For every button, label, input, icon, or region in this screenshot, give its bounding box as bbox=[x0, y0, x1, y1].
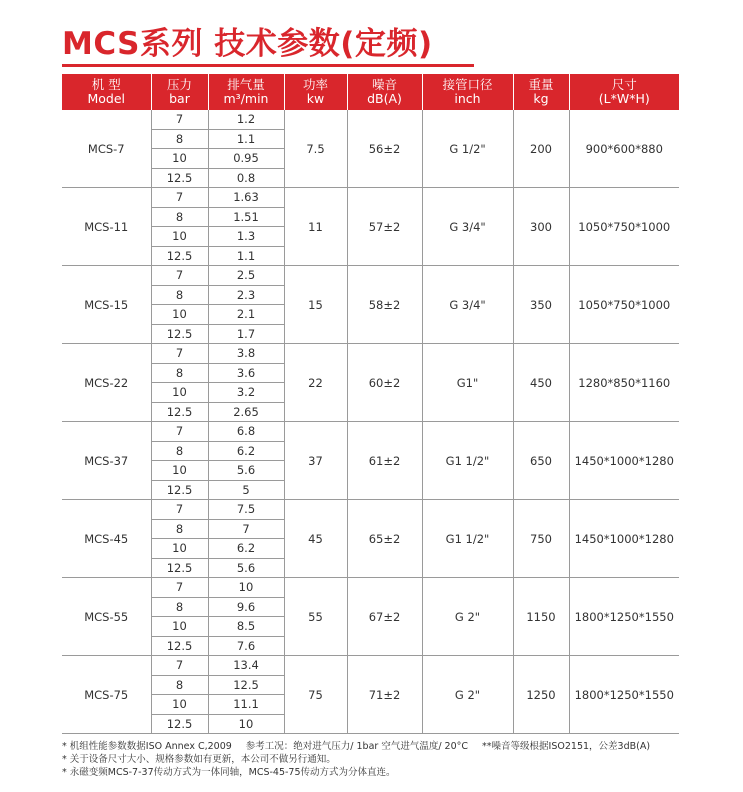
pressure-cell: 7 bbox=[151, 500, 208, 520]
flow-cell: 7 bbox=[208, 519, 284, 539]
table-row bbox=[62, 110, 679, 129]
flow-cell: 2.1 bbox=[208, 305, 284, 325]
pipe-cell: G 2" bbox=[422, 656, 513, 734]
flow-cell: 5.6 bbox=[208, 558, 284, 578]
footnote-line-2: * 关于设备尺寸大小、规格参数如有更新，本公司不做另行通知。 bbox=[62, 754, 336, 765]
pressure-cell: 8 bbox=[151, 441, 208, 461]
flow-cell: 5.6 bbox=[208, 461, 284, 481]
flow-cell: 12.5 bbox=[208, 675, 284, 695]
flow-cell: 1.63 bbox=[208, 188, 284, 208]
flow-cell: 0.8 bbox=[208, 168, 284, 188]
pressure-cell: 7 bbox=[151, 578, 208, 598]
footnote-line-3: * 永磁变频MCS-7-37传动方式为一体同轴，MCS-45-75传动方式为分体直连。 bbox=[62, 767, 396, 778]
pressure-cell: 8 bbox=[151, 363, 208, 383]
flow-cell: 6.2 bbox=[208, 539, 284, 559]
pressure-cell: 12.5 bbox=[151, 324, 208, 344]
flow-cell: 9.6 bbox=[208, 597, 284, 617]
flow-cell: 7.6 bbox=[208, 636, 284, 656]
noise-cell: 57±2 bbox=[347, 188, 422, 266]
header-model: 机 型 Model bbox=[62, 74, 151, 110]
noise-cell: 58±2 bbox=[347, 266, 422, 344]
model-cell: MCS-75 bbox=[62, 656, 151, 734]
model-cell: MCS-15 bbox=[62, 266, 151, 344]
pressure-cell: 8 bbox=[151, 519, 208, 539]
power-cell: 75 bbox=[284, 656, 347, 734]
weight-cell: 1150 bbox=[513, 578, 569, 656]
flow-cell: 10 bbox=[208, 714, 284, 734]
power-cell: 11 bbox=[284, 188, 347, 266]
pressure-cell: 10 bbox=[151, 695, 208, 715]
power-cell: 7.5 bbox=[284, 110, 347, 188]
footnote-conditions: 参考工况：绝对进气压力/ 1bar 空气进气温度/ 20°C bbox=[245, 741, 469, 752]
footnote-iso: * 机组性能参数数据ISO Annex C,2009 bbox=[62, 741, 232, 752]
flow-cell: 1.7 bbox=[208, 324, 284, 344]
pressure-cell: 10 bbox=[151, 149, 208, 169]
pipe-cell: G 1/2" bbox=[422, 110, 513, 188]
footnote-line-1 bbox=[62, 740, 702, 753]
flow-cell: 3.8 bbox=[208, 344, 284, 364]
page-title: MCS系列 技术参数(定频) bbox=[62, 26, 433, 62]
header-power: 功率 kw bbox=[284, 74, 347, 110]
pressure-cell: 7 bbox=[151, 266, 208, 286]
noise-cell: 60±2 bbox=[347, 344, 422, 422]
pressure-cell: 8 bbox=[151, 597, 208, 617]
header-noise: 噪音 dB(A) bbox=[347, 74, 422, 110]
pressure-cell: 12.5 bbox=[151, 558, 208, 578]
pressure-cell: 8 bbox=[151, 675, 208, 695]
flow-cell: 5 bbox=[208, 480, 284, 500]
flow-cell: 2.5 bbox=[208, 266, 284, 286]
power-cell: 15 bbox=[284, 266, 347, 344]
pressure-cell: 8 bbox=[151, 207, 208, 227]
table-row bbox=[62, 266, 679, 286]
flow-cell: 7.5 bbox=[208, 500, 284, 520]
size-cell: 1050*750*1000 bbox=[569, 188, 679, 266]
weight-cell: 750 bbox=[513, 500, 569, 578]
header-size: 尺寸 (L*W*H) bbox=[569, 74, 679, 110]
spec-table-body bbox=[62, 110, 679, 734]
table-row bbox=[62, 422, 679, 442]
table-row bbox=[62, 578, 679, 598]
noise-cell: 67±2 bbox=[347, 578, 422, 656]
pressure-cell: 12.5 bbox=[151, 246, 208, 266]
pipe-cell: G 3/4" bbox=[422, 266, 513, 344]
noise-cell: 56±2 bbox=[347, 110, 422, 188]
model-cell: MCS-22 bbox=[62, 344, 151, 422]
flow-cell: 0.95 bbox=[208, 149, 284, 169]
table-row bbox=[62, 188, 679, 208]
model-cell: MCS-55 bbox=[62, 578, 151, 656]
flow-cell: 6.2 bbox=[208, 441, 284, 461]
pressure-cell: 12.5 bbox=[151, 480, 208, 500]
noise-cell: 71±2 bbox=[347, 656, 422, 734]
header-pipe: 接管口径 inch bbox=[422, 74, 513, 110]
flow-cell: 11.1 bbox=[208, 695, 284, 715]
pressure-cell: 10 bbox=[151, 383, 208, 403]
flow-cell: 1.1 bbox=[208, 246, 284, 266]
model-cell: MCS-45 bbox=[62, 500, 151, 578]
model-cell: MCS-7 bbox=[62, 110, 151, 188]
footnote-noise: **噪音等级根据ISO2151，公差3dB(A) bbox=[482, 741, 651, 752]
pressure-cell: 10 bbox=[151, 461, 208, 481]
flow-cell: 8.5 bbox=[208, 617, 284, 637]
header-weight: 重量 kg bbox=[513, 74, 569, 110]
weight-cell: 1250 bbox=[513, 656, 569, 734]
model-cell: MCS-37 bbox=[62, 422, 151, 500]
pressure-cell: 7 bbox=[151, 188, 208, 208]
weight-cell: 450 bbox=[513, 344, 569, 422]
pressure-cell: 8 bbox=[151, 285, 208, 305]
weight-cell: 200 bbox=[513, 110, 569, 188]
pipe-cell: G1 1/2" bbox=[422, 422, 513, 500]
weight-cell: 300 bbox=[513, 188, 569, 266]
pressure-cell: 7 bbox=[151, 110, 208, 129]
table-row bbox=[62, 656, 679, 676]
flow-cell: 1.2 bbox=[208, 110, 284, 129]
pipe-cell: G 3/4" bbox=[422, 188, 513, 266]
footnotes bbox=[62, 740, 702, 779]
pressure-cell: 12.5 bbox=[151, 636, 208, 656]
size-cell: 1450*1000*1280 bbox=[569, 500, 679, 578]
weight-cell: 350 bbox=[513, 266, 569, 344]
pressure-cell: 10 bbox=[151, 539, 208, 559]
size-cell: 900*600*880 bbox=[569, 110, 679, 188]
flow-cell: 1.3 bbox=[208, 227, 284, 247]
noise-cell: 61±2 bbox=[347, 422, 422, 500]
pressure-cell: 7 bbox=[151, 344, 208, 364]
power-cell: 55 bbox=[284, 578, 347, 656]
table-row bbox=[62, 344, 679, 364]
noise-cell: 65±2 bbox=[347, 500, 422, 578]
size-cell: 1450*1000*1280 bbox=[569, 422, 679, 500]
model-cell: MCS-11 bbox=[62, 188, 151, 266]
pressure-cell: 8 bbox=[151, 129, 208, 149]
flow-cell: 2.3 bbox=[208, 285, 284, 305]
flow-cell: 10 bbox=[208, 578, 284, 598]
pressure-cell: 10 bbox=[151, 227, 208, 247]
header-row bbox=[62, 74, 679, 110]
pressure-cell: 12.5 bbox=[151, 714, 208, 734]
pressure-cell: 7 bbox=[151, 422, 208, 442]
flow-cell: 3.6 bbox=[208, 363, 284, 383]
size-cell: 1280*850*1160 bbox=[569, 344, 679, 422]
spec-table bbox=[62, 74, 679, 734]
flow-cell: 3.2 bbox=[208, 383, 284, 403]
size-cell: 1050*750*1000 bbox=[569, 266, 679, 344]
header-flow: 排气量 m³/min bbox=[208, 74, 284, 110]
flow-cell: 2.65 bbox=[208, 402, 284, 422]
pressure-cell: 12.5 bbox=[151, 402, 208, 422]
power-cell: 22 bbox=[284, 344, 347, 422]
pressure-cell: 12.5 bbox=[151, 168, 208, 188]
flow-cell: 6.8 bbox=[208, 422, 284, 442]
header-pressure: 压力 bar bbox=[151, 74, 208, 110]
power-cell: 37 bbox=[284, 422, 347, 500]
flow-cell: 13.4 bbox=[208, 656, 284, 676]
pipe-cell: G 2" bbox=[422, 578, 513, 656]
power-cell: 45 bbox=[284, 500, 347, 578]
flow-cell: 1.51 bbox=[208, 207, 284, 227]
table-row bbox=[62, 500, 679, 520]
size-cell: 1800*1250*1550 bbox=[569, 656, 679, 734]
pressure-cell: 10 bbox=[151, 305, 208, 325]
pressure-cell: 10 bbox=[151, 617, 208, 637]
title-underline bbox=[62, 64, 474, 67]
size-cell: 1800*1250*1550 bbox=[569, 578, 679, 656]
pipe-cell: G1 1/2" bbox=[422, 500, 513, 578]
weight-cell: 650 bbox=[513, 422, 569, 500]
pressure-cell: 7 bbox=[151, 656, 208, 676]
flow-cell: 1.1 bbox=[208, 129, 284, 149]
pipe-cell: G1" bbox=[422, 344, 513, 422]
